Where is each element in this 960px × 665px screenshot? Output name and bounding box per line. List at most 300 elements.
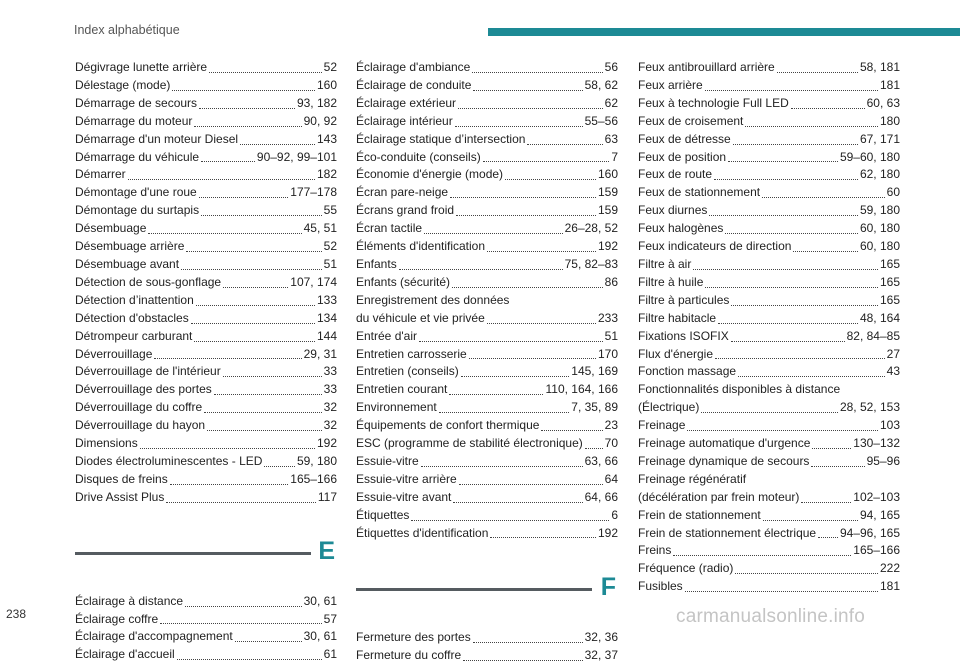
index-entry bbox=[638, 328, 900, 346]
entry-page-refs: 51 bbox=[323, 256, 337, 271]
entry-term: Feux indicateurs de direction bbox=[638, 239, 792, 254]
watermark: carmanualsonline.info bbox=[676, 606, 866, 627]
entry-page-refs: 60, 180 bbox=[859, 221, 900, 236]
dot-leader bbox=[170, 484, 289, 485]
entry-term: Freinage automatique d'urgence bbox=[638, 436, 811, 451]
entry-term: Entretien courant bbox=[356, 382, 448, 397]
index-entry bbox=[75, 131, 337, 149]
entry-term: Fonction massage bbox=[638, 364, 737, 379]
entry-page-refs: 107, 174 bbox=[290, 274, 337, 289]
index-entry bbox=[356, 166, 618, 184]
entry-term: Détection d'obstacles bbox=[75, 310, 189, 325]
index-entry bbox=[638, 274, 900, 292]
entry-term: Éléments d'identification bbox=[356, 239, 486, 254]
entry-term: Économie d'énergie (mode) bbox=[356, 167, 504, 182]
index-entry bbox=[356, 525, 618, 543]
entry-term: Feux à technologie Full LED bbox=[638, 95, 789, 110]
entry-term: Démontage d'une roue bbox=[75, 185, 197, 200]
entry-page-refs: 133 bbox=[316, 292, 337, 307]
entry-page-refs: 233 bbox=[597, 310, 618, 325]
index-entry bbox=[75, 453, 337, 471]
index-entry bbox=[75, 149, 337, 167]
dot-leader bbox=[455, 126, 583, 127]
entry-page-refs: 26–28, 52 bbox=[564, 221, 618, 236]
dot-leader bbox=[160, 623, 321, 624]
entry-term: Équipements de confort thermique bbox=[356, 418, 540, 433]
dot-leader bbox=[487, 251, 596, 252]
entry-page-refs: 102–103 bbox=[853, 489, 900, 504]
entry-page-refs: 60, 63 bbox=[866, 95, 900, 110]
entry-term: Enfants bbox=[356, 256, 397, 271]
dot-leader bbox=[191, 323, 315, 324]
index-entry bbox=[75, 220, 337, 238]
entry-page-refs: 94, 165 bbox=[859, 507, 900, 522]
entry-term: Déverrouillage bbox=[75, 346, 153, 361]
dot-leader bbox=[194, 126, 301, 127]
entry-page-refs: 52 bbox=[323, 60, 337, 74]
dot-leader bbox=[172, 90, 315, 91]
index-entry bbox=[638, 542, 900, 560]
entry-page-refs: 56 bbox=[604, 60, 618, 74]
dot-leader bbox=[718, 323, 858, 324]
dot-leader bbox=[693, 269, 878, 270]
entry-term: Démarrage de secours bbox=[75, 95, 198, 110]
index-entry bbox=[638, 560, 900, 578]
dot-leader bbox=[705, 90, 878, 91]
index-entry bbox=[75, 202, 337, 220]
entry-term: Écran tactile bbox=[356, 221, 423, 236]
entry-page-refs: 165 bbox=[879, 274, 900, 289]
entry-page-refs: 94–96, 165 bbox=[839, 525, 900, 540]
index-entry bbox=[75, 310, 337, 328]
dot-leader bbox=[777, 72, 858, 73]
entry-page-refs: 55–56 bbox=[584, 113, 618, 128]
entry-page-refs: 30, 61 bbox=[303, 629, 337, 644]
index-entry bbox=[638, 220, 900, 238]
entry-term: Démontage du surtapis bbox=[75, 203, 200, 218]
entry-term: Feux halogènes bbox=[638, 221, 724, 236]
entry-term: Démarrage d'un moteur Diesel bbox=[75, 131, 239, 146]
entry-term: Flux d'énergie bbox=[638, 346, 713, 361]
index-entry bbox=[356, 381, 618, 399]
dot-leader bbox=[701, 412, 838, 413]
entry-term: Éclairage de conduite bbox=[356, 77, 472, 92]
entry-page-refs: 181 bbox=[879, 579, 900, 594]
index-entry bbox=[356, 77, 618, 95]
entry-term: Drive Assist Plus bbox=[75, 489, 165, 504]
dot-leader bbox=[490, 537, 596, 538]
entry-term: Freins bbox=[638, 543, 672, 558]
index-entry bbox=[75, 381, 337, 399]
entry-page-refs: 48, 164 bbox=[859, 310, 900, 325]
entry-term: Essuie-vitre avant bbox=[356, 489, 452, 504]
index-entry bbox=[356, 202, 618, 220]
dot-leader bbox=[201, 161, 255, 162]
index-entry bbox=[75, 399, 337, 417]
dot-leader bbox=[735, 573, 878, 574]
dot-leader bbox=[214, 394, 322, 395]
entry-page-refs: 117 bbox=[317, 489, 337, 504]
entry-term: Dimensions bbox=[75, 436, 138, 451]
index-entry bbox=[638, 578, 900, 596]
entry-term: Feux antibrouillard arrière bbox=[638, 60, 775, 74]
index-entry bbox=[638, 166, 900, 184]
dot-leader bbox=[128, 179, 315, 180]
dot-leader bbox=[456, 215, 596, 216]
entry-term: (décélération par frein moteur) bbox=[638, 489, 800, 504]
dot-leader bbox=[419, 341, 603, 342]
entry-term: Éclairage d'ambiance bbox=[356, 60, 471, 74]
dot-leader bbox=[725, 233, 858, 234]
index-entry bbox=[638, 525, 900, 543]
dot-leader bbox=[140, 448, 315, 449]
dot-leader bbox=[461, 376, 570, 377]
entry-page-refs: 160 bbox=[597, 167, 618, 182]
dot-leader bbox=[186, 251, 321, 252]
entry-page-refs: 45, 51 bbox=[303, 221, 337, 236]
section-rule bbox=[356, 588, 592, 591]
index-entry bbox=[638, 310, 900, 328]
dot-leader bbox=[728, 161, 838, 162]
index-entry bbox=[356, 507, 618, 525]
index-entry bbox=[356, 489, 618, 507]
entry-page-refs: 82, 84–85 bbox=[846, 328, 900, 343]
entry-term: Éclairage d'accueil bbox=[75, 647, 175, 662]
entry-term: Démarrer bbox=[75, 167, 126, 182]
section-heading-e bbox=[75, 535, 337, 593]
dot-leader bbox=[177, 659, 322, 660]
dot-leader bbox=[685, 591, 878, 592]
entry-page-refs: 143 bbox=[316, 131, 337, 146]
index-entry bbox=[638, 184, 900, 202]
entry-page-refs: 192 bbox=[597, 525, 618, 540]
index-entry bbox=[75, 77, 337, 95]
entry-term: Filtre à huile bbox=[638, 274, 704, 289]
dot-leader bbox=[585, 448, 603, 449]
entry-page-refs: 90, 92 bbox=[303, 113, 337, 128]
index-entry bbox=[356, 149, 618, 167]
entry-page-refs: 30, 61 bbox=[303, 593, 337, 608]
entry-term: Feux de détresse bbox=[638, 131, 731, 146]
entry-page-refs: 32 bbox=[323, 418, 337, 433]
entry-page-refs: 86 bbox=[604, 274, 618, 289]
index-entry bbox=[75, 166, 337, 184]
entry-page-refs: 59, 180 bbox=[296, 453, 337, 468]
entry-page-refs: 59, 180 bbox=[859, 203, 900, 218]
index-entry bbox=[356, 131, 618, 149]
index-entry bbox=[356, 238, 618, 256]
entry-page-refs: 59–60, 180 bbox=[839, 149, 900, 164]
index-entry bbox=[75, 184, 337, 202]
index-entry bbox=[75, 328, 337, 346]
entry-term: Détection d’inattention bbox=[75, 292, 194, 307]
index-entry-heading: Enregistrement des données bbox=[356, 292, 510, 307]
section-rule bbox=[75, 552, 311, 555]
dot-leader bbox=[209, 72, 322, 73]
entry-term: Diodes électroluminescentes - LED bbox=[75, 453, 263, 468]
entry-page-refs: 60, 180 bbox=[859, 239, 900, 254]
index-entry bbox=[75, 59, 337, 77]
index-column-3 bbox=[638, 59, 900, 596]
index-entry bbox=[75, 646, 337, 664]
dot-leader bbox=[204, 412, 321, 413]
entry-term: Feux de stationnement bbox=[638, 185, 761, 200]
index-entry bbox=[75, 346, 337, 364]
entry-page-refs: 55 bbox=[323, 203, 337, 218]
entry-list bbox=[638, 59, 900, 596]
dot-leader bbox=[240, 144, 315, 145]
index-entry bbox=[638, 363, 900, 381]
entry-page-refs: 33 bbox=[323, 364, 337, 379]
dot-leader bbox=[458, 108, 603, 109]
index-entry bbox=[75, 292, 337, 310]
entry-term: Démarrage du véhicule bbox=[75, 149, 200, 164]
entry-term: Écrans grand froid bbox=[356, 203, 455, 218]
entry-term: Désembuage avant bbox=[75, 256, 180, 271]
entry-term: Entretien carrosserie bbox=[356, 346, 467, 361]
entry-term: Étiquettes bbox=[356, 507, 410, 522]
entry-term: ESC (programme de stabilité électronique) bbox=[356, 436, 583, 451]
entry-page-refs: 159 bbox=[597, 203, 618, 218]
index-entry bbox=[638, 113, 900, 131]
index-entry bbox=[356, 453, 618, 471]
entry-term: Désembuage arrière bbox=[75, 239, 185, 254]
dot-leader bbox=[673, 555, 851, 556]
entry-page-refs: 103 bbox=[879, 418, 900, 433]
entry-page-refs: 192 bbox=[597, 239, 618, 254]
dot-leader bbox=[745, 126, 878, 127]
entry-page-refs: 90–92, 99–101 bbox=[256, 149, 337, 164]
entry-page-refs: 170 bbox=[597, 346, 618, 361]
index-entry bbox=[75, 611, 337, 629]
entry-page-refs: 62 bbox=[604, 95, 618, 110]
index-entry bbox=[75, 238, 337, 256]
index-entry bbox=[356, 220, 618, 238]
index-entry bbox=[638, 507, 900, 525]
entry-page-refs: 32 bbox=[323, 400, 337, 415]
dot-leader bbox=[181, 269, 322, 270]
entry-page-refs: 145, 169 bbox=[571, 364, 618, 379]
entry-list bbox=[356, 629, 618, 665]
entry-page-refs: 134 bbox=[316, 310, 337, 325]
entry-page-refs: 165–166 bbox=[290, 471, 337, 486]
dot-leader bbox=[196, 305, 315, 306]
index-entry bbox=[75, 113, 337, 131]
dot-leader bbox=[421, 466, 583, 467]
dot-leader bbox=[483, 161, 610, 162]
entry-term: Freinage bbox=[638, 418, 686, 433]
index-entry bbox=[638, 149, 900, 167]
index-entry bbox=[356, 629, 618, 647]
index-entry bbox=[75, 435, 337, 453]
index-entry bbox=[75, 363, 337, 381]
dot-leader bbox=[801, 502, 851, 503]
entry-term: Filtre habitacle bbox=[638, 310, 717, 325]
dot-leader bbox=[687, 430, 878, 431]
dot-leader bbox=[705, 287, 878, 288]
entry-page-refs: 62, 180 bbox=[859, 167, 900, 182]
entry-term: Déverrouillage du hayon bbox=[75, 418, 206, 433]
index-entry bbox=[75, 489, 337, 507]
dot-leader bbox=[201, 215, 322, 216]
index-entry bbox=[75, 274, 337, 292]
dot-leader bbox=[453, 502, 582, 503]
entry-page-refs: 182 bbox=[316, 167, 337, 182]
entry-page-refs: 28, 52, 153 bbox=[839, 400, 900, 415]
index-entry bbox=[356, 274, 618, 292]
dot-leader bbox=[439, 412, 570, 413]
entry-page-refs: 95–96 bbox=[866, 453, 900, 468]
entry-term: Fréquence (radio) bbox=[638, 561, 734, 576]
entry-page-refs: 58, 62 bbox=[584, 77, 618, 92]
entry-page-refs: 67, 171 bbox=[859, 131, 900, 146]
index-entry-heading: Freinage régénératif bbox=[638, 471, 747, 486]
dot-leader bbox=[709, 215, 858, 216]
entry-term: Éclairage d'accompagnement bbox=[75, 629, 233, 644]
dot-leader bbox=[469, 358, 596, 359]
entry-page-refs: 60 bbox=[886, 185, 900, 200]
index-entry bbox=[356, 363, 618, 381]
entry-page-refs: 192 bbox=[316, 436, 337, 451]
entry-term: Écran pare-neige bbox=[356, 185, 449, 200]
dot-leader bbox=[463, 660, 582, 661]
dot-leader bbox=[450, 197, 596, 198]
entry-page-refs: 160 bbox=[316, 77, 337, 92]
entry-page-refs: 222 bbox=[879, 561, 900, 576]
dot-leader bbox=[166, 502, 316, 503]
entry-page-refs: 93, 182 bbox=[296, 95, 337, 110]
dot-leader bbox=[818, 537, 838, 538]
entry-term: Désembuage bbox=[75, 221, 147, 236]
entry-term: Frein de stationnement électrique bbox=[638, 525, 817, 540]
entry-page-refs: 180 bbox=[879, 113, 900, 128]
entry-term: Feux diurnes bbox=[638, 203, 708, 218]
dot-leader bbox=[449, 394, 543, 395]
entry-term: Éclairage intérieur bbox=[356, 113, 453, 128]
entry-page-refs: 51 bbox=[604, 328, 618, 343]
index-entry bbox=[356, 346, 618, 364]
dot-leader bbox=[223, 287, 288, 288]
entry-term: Environnement bbox=[356, 400, 437, 415]
entry-term: Feux arrière bbox=[638, 77, 703, 92]
entry-term: (Électrique) bbox=[638, 400, 700, 415]
section-letter: F bbox=[600, 573, 616, 602]
header-accent-bar bbox=[488, 28, 960, 36]
entry-page-refs: 70 bbox=[604, 436, 618, 451]
index-entry bbox=[356, 184, 618, 202]
entry-term: Filtre à particules bbox=[638, 292, 730, 307]
entry-page-refs: 7, 35, 89 bbox=[571, 400, 618, 415]
entry-page-refs: 144 bbox=[316, 328, 337, 343]
index-entry bbox=[356, 59, 618, 77]
entry-page-refs: 27 bbox=[886, 346, 900, 361]
entry-term: Étiquettes d'identification bbox=[356, 525, 489, 540]
entry-page-refs: 165–166 bbox=[853, 543, 900, 558]
dot-leader bbox=[207, 430, 322, 431]
entry-term: Éclairage coffre bbox=[75, 611, 159, 626]
dot-leader bbox=[424, 233, 563, 234]
entry-term: Filtre à air bbox=[638, 256, 692, 271]
dot-leader bbox=[411, 520, 609, 521]
index-entry bbox=[638, 292, 900, 310]
entry-page-refs: 64, 66 bbox=[584, 489, 618, 504]
dot-leader bbox=[194, 341, 315, 342]
index-entry-heading: Fonctionnalités disponibles à distance bbox=[638, 382, 841, 397]
entry-page-refs: 58, 181 bbox=[859, 60, 900, 74]
entry-term: Éclairage extérieur bbox=[356, 95, 457, 110]
dot-leader bbox=[223, 376, 322, 377]
entry-term: Déverrouillage de l'intérieur bbox=[75, 364, 221, 379]
entry-page-refs: 110, 164, 166 bbox=[545, 382, 618, 397]
index-entry bbox=[75, 95, 337, 113]
index-entry bbox=[638, 59, 900, 77]
entry-page-refs: 159 bbox=[597, 185, 618, 200]
dot-leader bbox=[154, 358, 301, 359]
page-number: 238 bbox=[6, 607, 27, 621]
dot-leader bbox=[487, 323, 596, 324]
entry-term: Détrompeur carburant bbox=[75, 328, 193, 343]
entry-page-refs: 29, 31 bbox=[303, 346, 337, 361]
section-letter: E bbox=[318, 536, 335, 565]
dot-leader bbox=[185, 606, 302, 607]
entry-term: du véhicule et vie privée bbox=[356, 310, 485, 325]
index-entry bbox=[75, 471, 337, 489]
index-entry bbox=[75, 256, 337, 274]
entry-page-refs: 61 bbox=[323, 647, 337, 662]
dot-leader bbox=[473, 642, 583, 643]
index-entry bbox=[638, 202, 900, 220]
entry-term: Éclairage statique d’intersection bbox=[356, 131, 526, 146]
entry-page-refs: 177–178 bbox=[290, 185, 337, 200]
index-entry bbox=[356, 399, 618, 417]
dot-leader bbox=[738, 376, 885, 377]
dot-leader bbox=[459, 484, 603, 485]
index-entry bbox=[75, 593, 337, 611]
entry-term: Démarrage du moteur bbox=[75, 113, 193, 128]
dot-leader bbox=[731, 341, 845, 342]
dot-leader bbox=[714, 179, 858, 180]
entry-term: Enfants (sécurité) bbox=[356, 274, 451, 289]
dot-leader bbox=[811, 466, 864, 467]
entry-term: Essuie-vitre bbox=[356, 453, 419, 468]
entry-page-refs: 43 bbox=[886, 364, 900, 379]
entry-term: Dégivrage lunette arrière bbox=[75, 60, 208, 74]
index-column-1 bbox=[75, 59, 337, 664]
index-entry bbox=[356, 113, 618, 131]
index-entry bbox=[638, 453, 900, 471]
dot-leader bbox=[148, 233, 301, 234]
index-column-2 bbox=[356, 59, 618, 665]
entry-term: Feux de croisement bbox=[638, 113, 744, 128]
entry-term: Entrée d'air bbox=[356, 328, 417, 343]
dot-leader bbox=[452, 287, 603, 288]
entry-term: Déverrouillage des portes bbox=[75, 382, 212, 397]
dot-leader bbox=[399, 269, 563, 270]
index-entry bbox=[638, 417, 900, 435]
entry-page-refs: 64 bbox=[604, 471, 618, 486]
dot-leader bbox=[733, 144, 858, 145]
entry-page-refs: 23 bbox=[604, 418, 618, 433]
index-entry bbox=[638, 489, 900, 507]
index-entry bbox=[356, 95, 618, 113]
index-entry bbox=[638, 256, 900, 274]
entry-page-refs: 32, 37 bbox=[584, 648, 618, 663]
index-entry bbox=[638, 131, 900, 149]
entry-page-refs: 165 bbox=[879, 256, 900, 271]
dot-leader bbox=[812, 448, 851, 449]
entry-list bbox=[356, 59, 618, 542]
entry-term: Fixations ISOFIX bbox=[638, 328, 729, 343]
